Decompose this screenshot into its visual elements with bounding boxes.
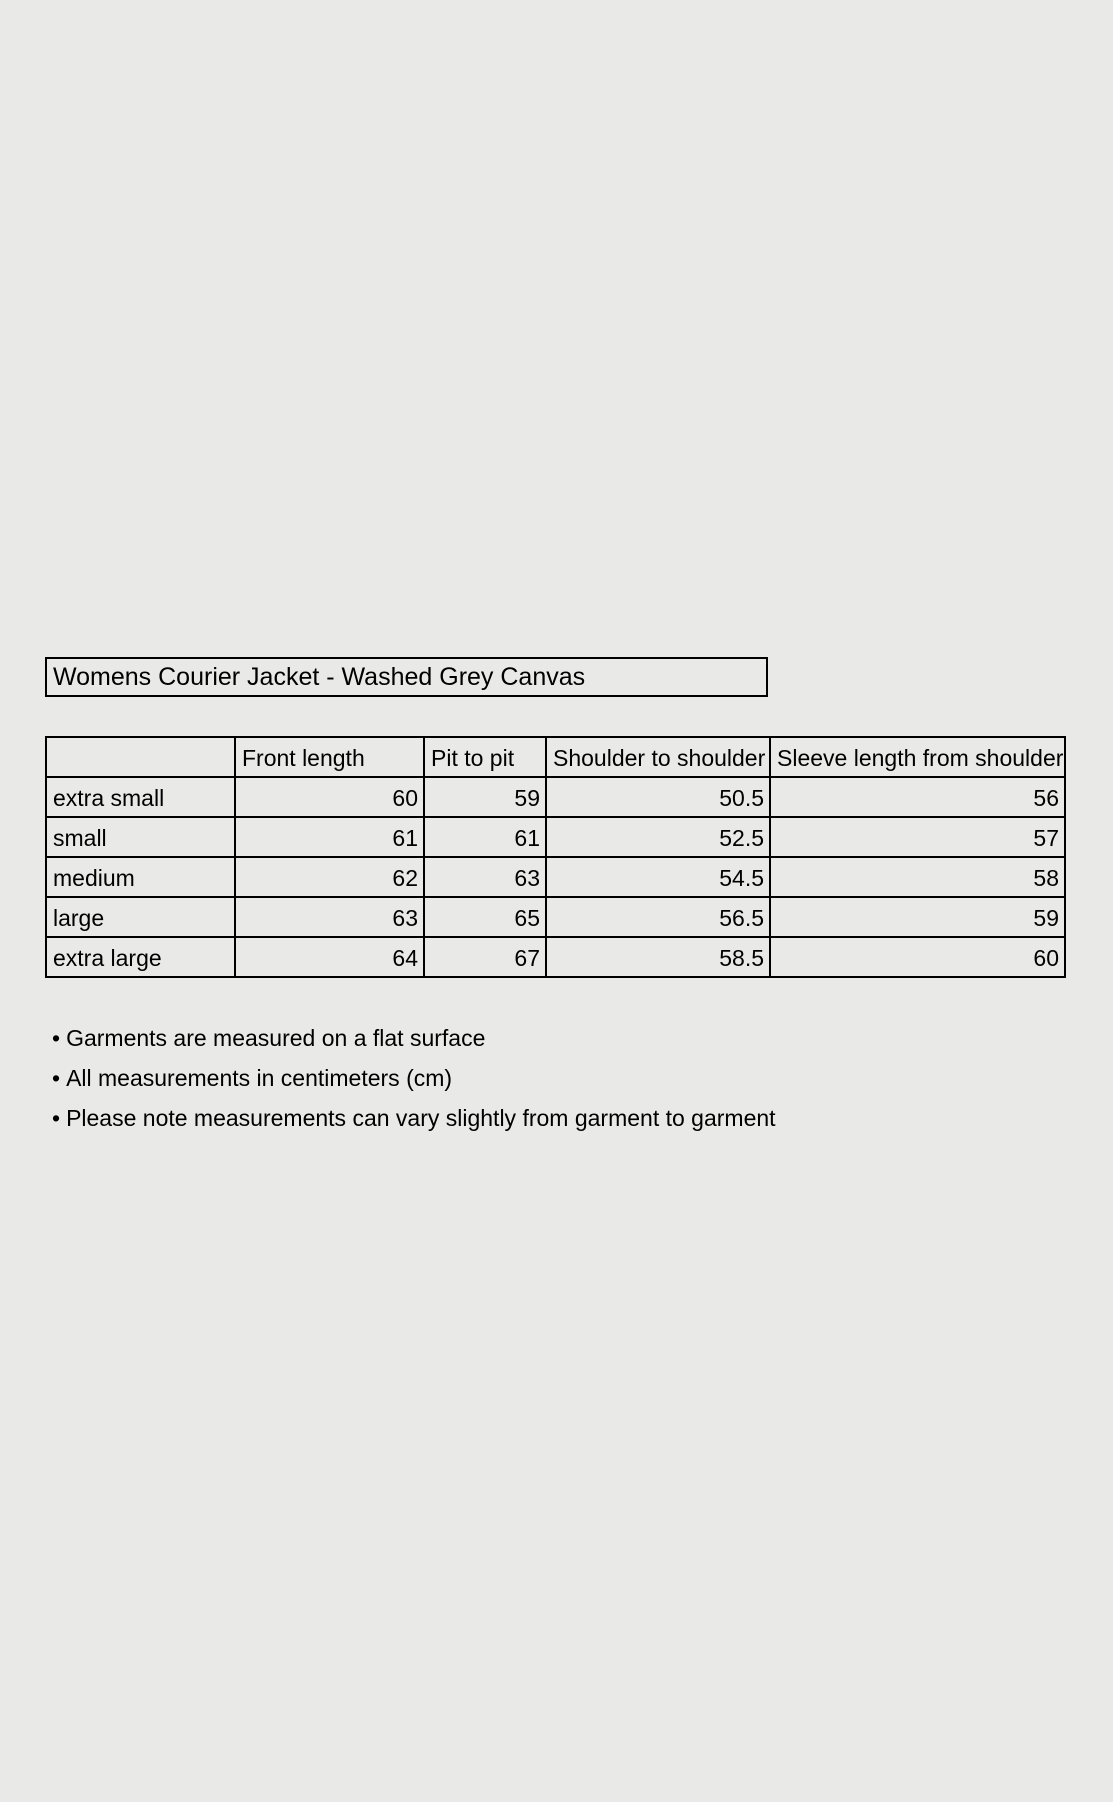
note-item: • Please note measurements can vary slightly from garment to garment [52, 1098, 776, 1138]
table-row [46, 817, 1065, 857]
pit-to-pit-value: 65 [424, 897, 546, 937]
table-row [46, 937, 1065, 977]
front-length-value: 60 [235, 777, 424, 817]
note-item: • Garments are measured on a flat surface [52, 1018, 776, 1058]
header-front-length: Front length [235, 737, 424, 777]
pit-to-pit-value: 63 [424, 857, 546, 897]
table-row [46, 857, 1065, 897]
shoulder-to-shoulder-value: 56.5 [546, 897, 770, 937]
header-size [46, 737, 235, 777]
shoulder-to-shoulder-value: 54.5 [546, 857, 770, 897]
pit-to-pit-value: 59 [424, 777, 546, 817]
sleeve-length-value: 58 [770, 857, 1065, 897]
size-label: extra large [46, 937, 235, 977]
size-label: medium [46, 857, 235, 897]
header-shoulder-to-shoulder: Shoulder to shoulder [546, 737, 770, 777]
sleeve-length-value: 60 [770, 937, 1065, 977]
header-pit-to-pit: Pit to pit [424, 737, 546, 777]
sleeve-length-value: 59 [770, 897, 1065, 937]
pit-to-pit-value: 61 [424, 817, 546, 857]
table-row [46, 777, 1065, 817]
shoulder-to-shoulder-value: 58.5 [546, 937, 770, 977]
sleeve-length-value: 56 [770, 777, 1065, 817]
measurement-notes [52, 1018, 776, 1138]
size-label: extra small [46, 777, 235, 817]
front-length-value: 63 [235, 897, 424, 937]
shoulder-to-shoulder-value: 52.5 [546, 817, 770, 857]
front-length-value: 62 [235, 857, 424, 897]
header-sleeve-length: Sleeve length from shoulder [770, 737, 1065, 777]
table-row [46, 897, 1065, 937]
pit-to-pit-value: 67 [424, 937, 546, 977]
front-length-value: 61 [235, 817, 424, 857]
note-item: • All measurements in centimeters (cm) [52, 1058, 776, 1098]
size-label: large [46, 897, 235, 937]
shoulder-to-shoulder-value: 50.5 [546, 777, 770, 817]
size-label: small [46, 817, 235, 857]
page-title [45, 657, 768, 697]
sleeve-length-value: 57 [770, 817, 1065, 857]
size-chart-table [45, 736, 1066, 978]
title-text: Womens Courier Jacket - Washed Grey Canvas [53, 662, 586, 691]
front-length-value: 64 [235, 937, 424, 977]
table-header-row [46, 737, 1065, 777]
